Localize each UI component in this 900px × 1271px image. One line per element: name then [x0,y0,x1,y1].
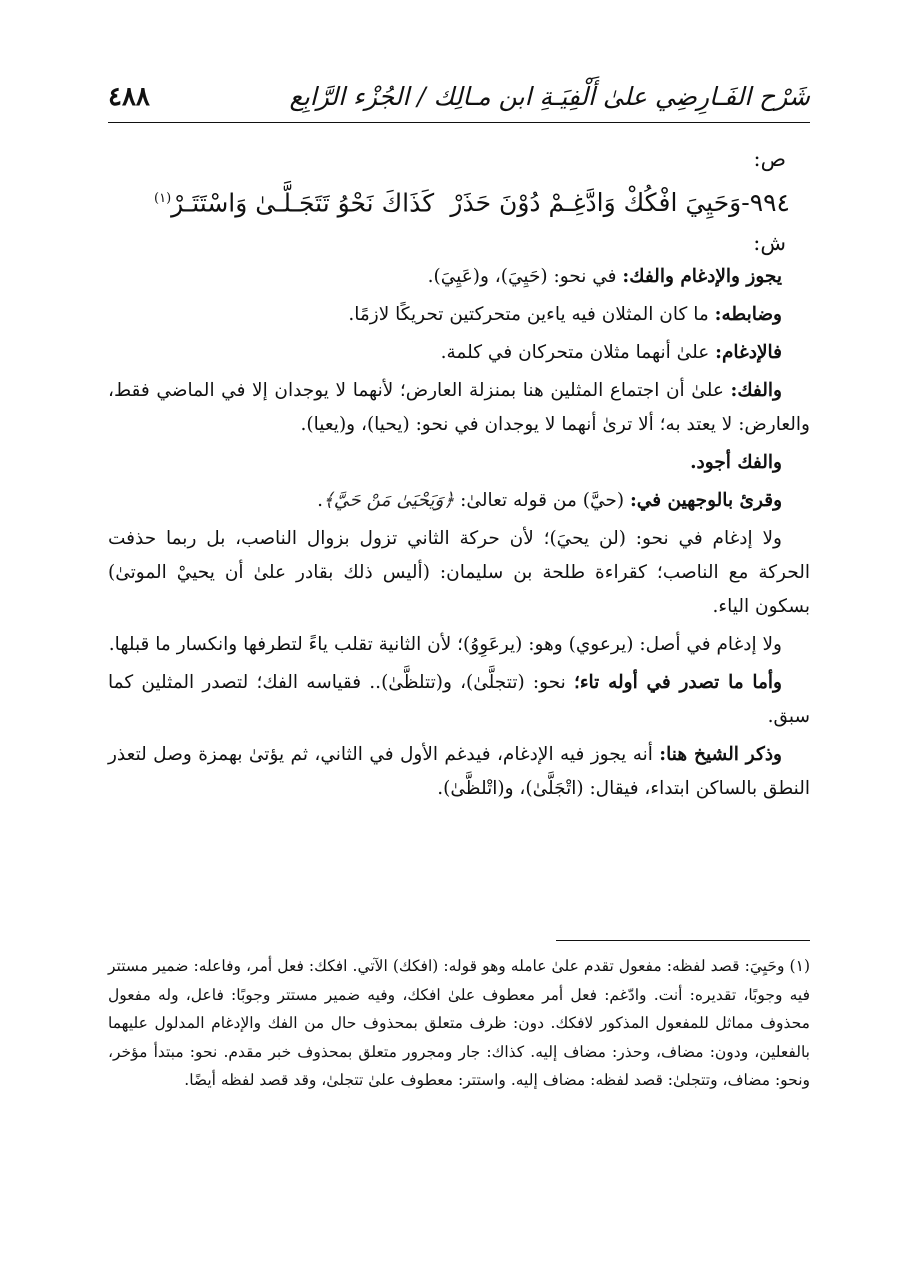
footnote-rule [556,940,810,941]
verse-second-hemistich [154,176,434,226]
paragraph-5 [108,446,810,480]
paragraph-8: ولا إدغام في أصل: (يرعوي) وهو: (يرعَوِوُ)؛ لأن الثانية تقلب ياءً لتطرفها وانكسار ما قبلها. [108,634,782,656]
verse-first-hemistich [450,180,790,226]
paragraph-2 [108,298,810,332]
page-header [108,78,810,122]
sad-label: ص: [753,147,786,171]
p5-lead: والفك أجود. [690,452,782,474]
footnote-1: (١) وحَيِيَ: قصد لفظه: مفعول تقدم علىٰ عامله وهو قوله: (افكك) الآتي. افكك: فعل أمر، وفاعله: ضمير مستتر فيه وجوبًا، تقديره: أنت. وادّغم: فعل أمر معطوف علىٰ افكك، وفيه ضمير مستتر وجوبًا: فاعل، وله مفعول محذوف مماثل للمفعول المذكور لافكك. دون: ظرف متعلق بمحذوف حال من الفك والإدغام المدلول عليهما بالفعلين، ودون: مضاف، وحذر: مضاف إليه. كذاك: جار ومجرور متعلق بمحذوف خبر مقدم. نحو: مبتدأ مؤخر، ونحو: مضاف، وتتجلىٰ: قصد لفظه: مضاف إليه. واستتر: معطوف علىٰ تتجلىٰ، وقد قصد لفظه أيضًا. [108,957,810,1089]
p6-lead: وقرئ بالوجهين في: [629,490,782,512]
shin-label: ش: [753,231,786,256]
verse-part-1: وَحَيِيَ افْكُكْ وَادَّغِـمْ دُوْنَ حَذَرْ [450,188,742,218]
p9-lead: وأما ما تصدر في أوله تاء؛ [573,672,782,694]
page-number: ٤٨٨ [108,82,150,112]
p9-text: نحو: (تتجلَّىٰ)، و(تتلظَّىٰ).. فقياسه الفك؛ لتصدر المثلين كما سبق. [108,672,810,728]
paragraph-6 [108,484,810,518]
p4-text: علىٰ أن اجتماع المثلين هنا بمنزلة العارض؛ لأنهما لا يوجدان إلا في الماضي فقط، والعارض: لا يعتد به؛ ألا ترىٰ أنهما لا يوجدان في نحو: (يحيا)، و(يعيا). [108,380,810,436]
running-title: شَرْح الفَـارِضِي علىٰ أَلْفِيَـةِ ابن مـالِك / الجُزْء الرَّابِع [289,82,810,111]
quran-verse: ﴿وَيَحْيَىٰ مَنْ حَيَّ﴾ [322,490,455,512]
paragraph-10 [108,738,810,806]
p6-text: (حيَّ) من قوله تعالىٰ: [454,490,630,512]
paragraph-3 [108,336,810,370]
verse-part-2: كَذَاكَ نَحْوُ تَتَجَـلَّـىٰ وَاسْتَتَـرْ [171,188,435,218]
p4-lead: والفك: [730,380,782,402]
paragraph-1 [108,260,810,294]
footnote-ref: (١) [154,191,172,206]
paragraph-7: ولا إدغام في نحو: (لن يحيَ)؛ لأن حركة الثاني تزول بزوال الناصب، بل ربما حذفت الحركة مع الناصب؛ كقراءة طلحة بن سليمان: (أليس ذلك بقادر علىٰ أن يحييْ الموتىٰ) بسكون الياء. [108,528,810,618]
verse-number: ٩٩٤- [741,188,790,218]
p1-lead: يجوز والإدغام والفك: [622,266,782,288]
paragraph-4 [108,374,810,442]
header-rule [108,122,810,123]
p6-end: . [317,490,323,512]
p10-lead: وذكر الشيخ هنا: [659,744,782,766]
paragraph-9 [108,666,810,734]
main-text [108,142,810,810]
p3-lead: فالإدغام: [715,342,782,364]
p2-lead: وضابطه: [714,304,782,326]
p2-text: ما كان المثلان فيه ياءين متحركتين تحريكًا لازمًا. [348,304,715,326]
p10-text: أنه يجوز فيه الإدغام، فيدغم الأول في الثاني، ثم يؤتىٰ بهمزة وصل لتعذر النطق بالساكن ابتداء، فيقال: (اتْجَلَّىٰ)، و(اتْلظَّىٰ). [108,744,810,800]
verse-line [154,176,790,226]
p1-text: في نحو: (حَيِيَ)، و(عَيِيَ). [427,266,623,288]
p3-text: علىٰ أنهما مثلان متحركان في كلمة. [440,342,716,364]
